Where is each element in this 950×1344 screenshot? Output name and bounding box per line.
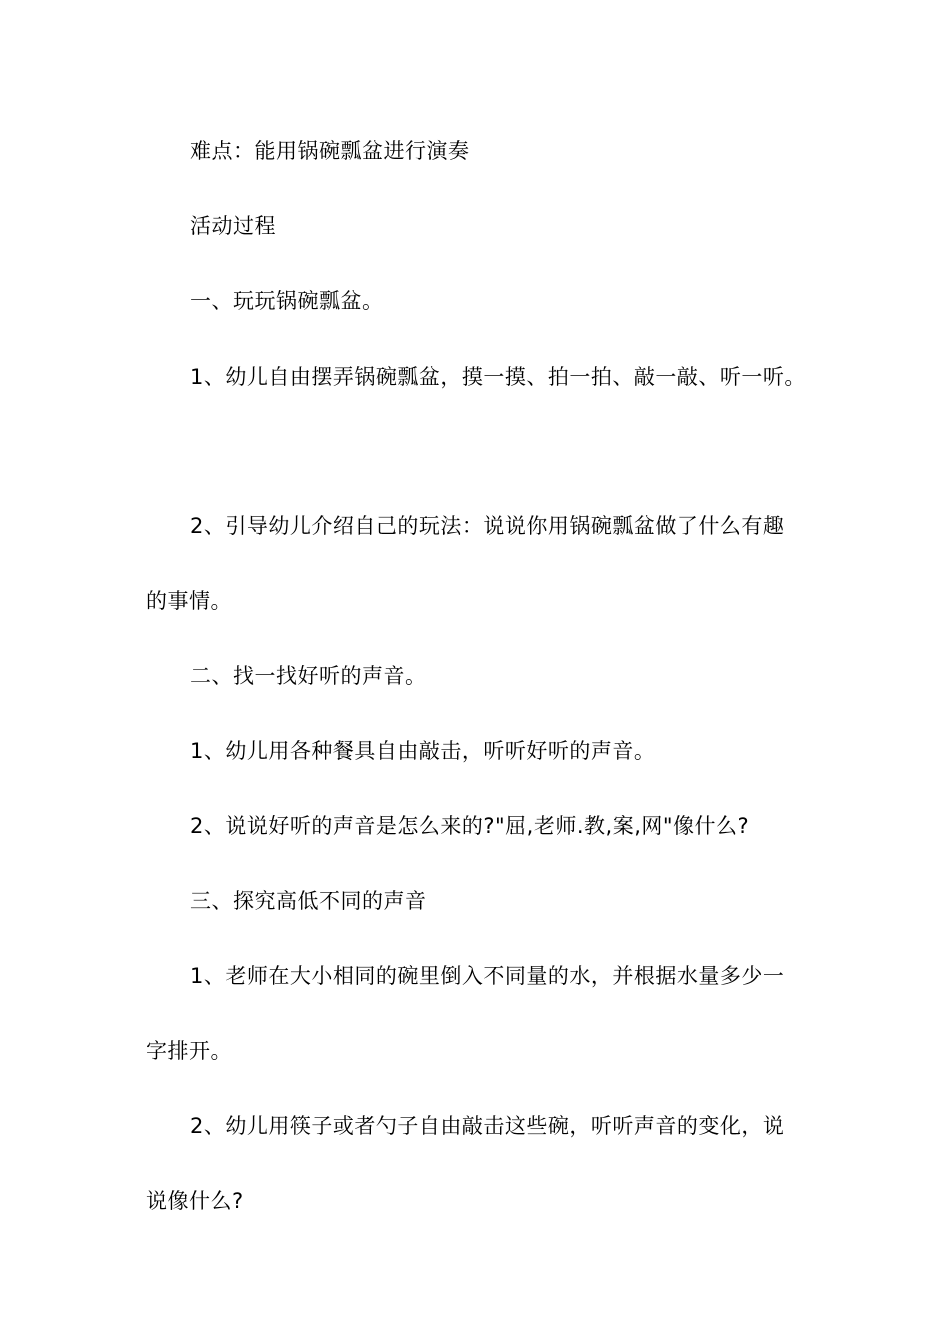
section-three-heading: 三、探究高低不同的声音: [190, 889, 427, 913]
step-three-two: 2、幼儿用筷子或者勺子自由敲击这些碗，听听声音的变化，说: [190, 1114, 785, 1138]
section-two-heading: 二、找一找好听的声音。: [190, 664, 427, 688]
step-three-two-continued: 说像什么?: [146, 1189, 244, 1213]
step-three-one-continued: 字排开。: [146, 1039, 232, 1063]
step-one-one: 1、幼儿自由摆弄锅碗瓢盆，摸一摸、拍一拍、敲一敲、听一听。: [190, 365, 806, 389]
step-one-two: 2、引导幼儿介绍自己的玩法：说说你用锅碗瓢盆做了什么有趣: [190, 514, 785, 538]
section-one-heading: 一、玩玩锅碗瓢盆。: [190, 289, 384, 313]
step-two-two: 2、说说好听的声音是怎么来的?"屈,老师.教,案,网"像什么?: [190, 814, 750, 838]
step-two-one: 1、幼儿用各种餐具自由敲击，听听好听的声音。: [190, 739, 656, 763]
step-three-one: 1、老师在大小相同的碗里倒入不同量的水，并根据水量多少一: [190, 964, 785, 988]
step-one-two-continued: 的事情。: [146, 589, 232, 613]
paragraph-difficulty: 难点：能用锅碗瓢盆进行演奏: [190, 139, 470, 163]
heading-activity-process: 活动过程: [190, 214, 276, 238]
